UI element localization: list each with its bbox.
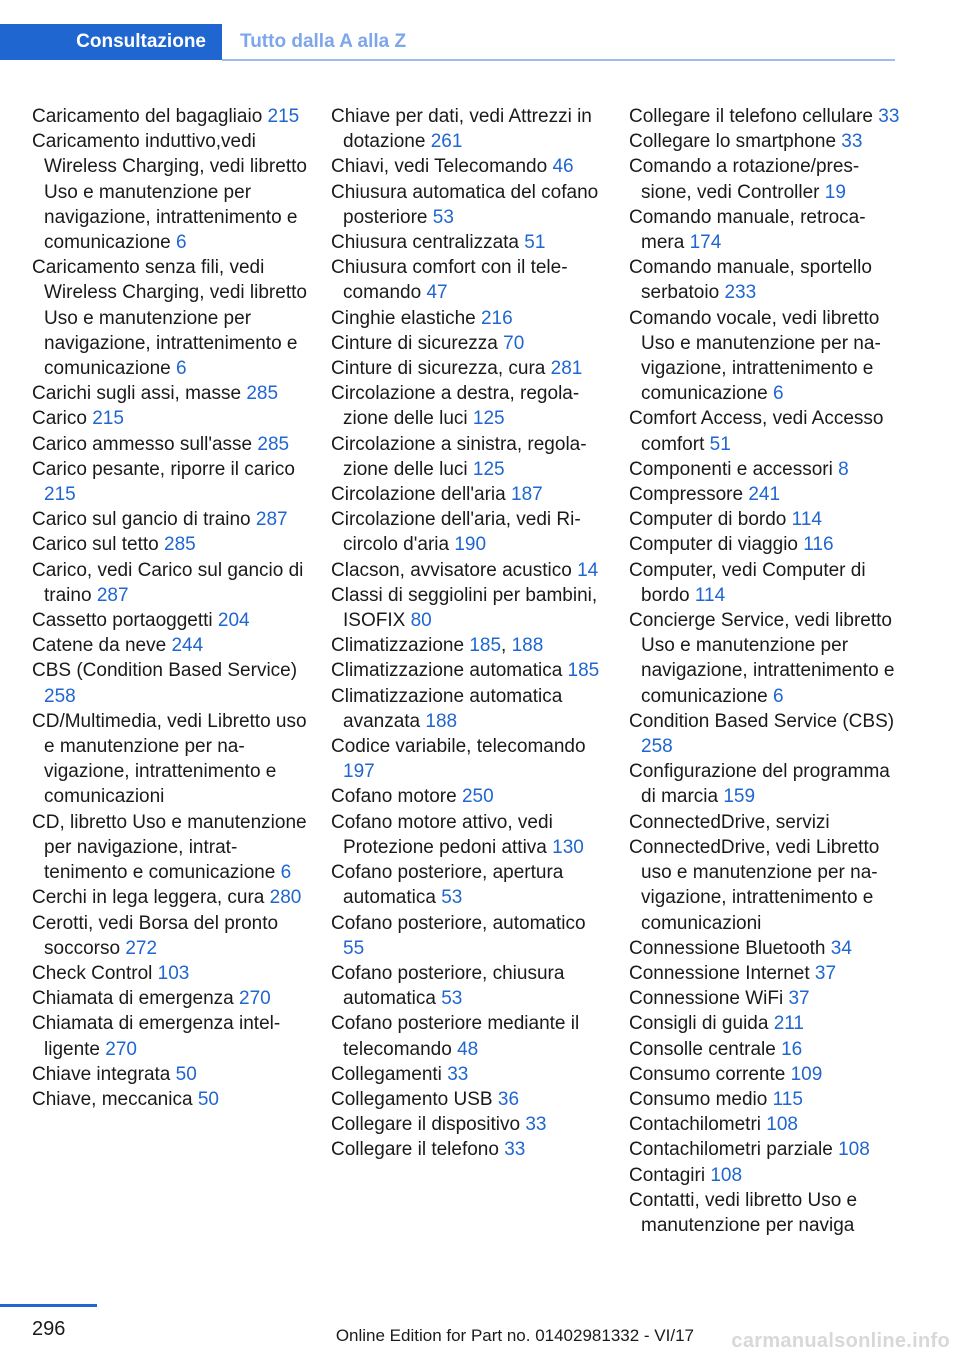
page-reference-link[interactable]: 53 — [432, 206, 454, 228]
index-entry — [32, 532, 312, 557]
page-reference-link[interactable]: 185 — [469, 635, 502, 657]
page-reference-link[interactable]: 116 — [803, 534, 834, 556]
page-reference-link[interactable]: 185 — [567, 660, 600, 682]
index-entry — [331, 1011, 603, 1061]
index-entry-text: Cofano motore — [331, 786, 457, 808]
page-reference-link[interactable]: 115 — [772, 1088, 803, 1110]
index-entry-text: Chiusura automatica del cofano posteriore — [331, 181, 599, 228]
index-entry-text: Collegare lo smartphone — [629, 131, 837, 153]
page-reference-link[interactable]: 108 — [766, 1114, 798, 1136]
index-entry — [629, 154, 901, 204]
page-reference-link[interactable]: 281 — [550, 358, 583, 380]
page-reference-link[interactable]: 285 — [257, 433, 290, 455]
index-entry-text: Clacson, avvisatore acustico — [331, 559, 572, 581]
page-reference-link[interactable]: 233 — [724, 282, 757, 304]
index-entry — [32, 810, 312, 886]
index-entry-text: Componenti e accessori — [629, 458, 833, 480]
index-entry-text: Collegamento USB — [331, 1088, 493, 1110]
index-entry-text: Chiave, meccanica — [32, 1088, 193, 1110]
index-entry — [331, 331, 603, 356]
index-entry — [32, 961, 312, 986]
index-entry — [331, 432, 603, 482]
index-entry — [629, 1037, 901, 1062]
page-reference-link[interactable]: 103 — [157, 962, 190, 984]
index-entry-text: Cassetto portaoggetti — [32, 610, 213, 632]
index-entry-text: Contagiri — [629, 1164, 706, 1186]
page-reference-link[interactable]: 125 — [472, 408, 505, 430]
index-entry — [629, 1062, 901, 1087]
page-reference-link[interactable]: 215 — [92, 408, 124, 430]
index-entry — [331, 154, 603, 179]
index-entry-text: Carico sul gancio di traino — [32, 509, 251, 531]
tab-tutto-dalla-a-alla-z[interactable] — [240, 24, 406, 60]
page-reference-link[interactable]: 280 — [269, 887, 302, 909]
index-entry-text: Cofano posteriore, chiusura automatica — [331, 962, 565, 1010]
index-entry-text: Climatizzazione — [331, 635, 465, 657]
index-entry — [331, 911, 603, 961]
page-reference-link[interactable]: 70 — [503, 332, 525, 354]
index-entry — [629, 986, 901, 1011]
page-reference-link[interactable]: 187 — [511, 484, 543, 506]
index-entry-text: Comfort Access, vedi Accesso comfort — [629, 408, 884, 455]
page-reference-link[interactable]: 190 — [454, 534, 487, 556]
index-entry — [629, 255, 901, 305]
page-reference-link[interactable]: 250 — [461, 786, 494, 808]
page-reference-link[interactable]: 33 — [447, 1063, 469, 1085]
index-entry — [331, 104, 603, 154]
page-reference-link[interactable]: 114 — [694, 584, 726, 606]
index-entry-text: Computer di viaggio — [629, 534, 798, 556]
index-entry — [331, 1087, 603, 1112]
page-reference-link[interactable]: 53 — [441, 887, 463, 909]
index-entry-text: Cofano posteriore, automatico — [331, 912, 586, 934]
page-reference-link[interactable]: 285 — [164, 534, 196, 556]
index-entry-text: ConnectedDrive, servizi — [629, 811, 830, 833]
page-reference-link[interactable]: 37 — [788, 988, 810, 1010]
index-entry — [629, 482, 901, 507]
index-entry-text: ConnectedDrive, vedi Libretto uso e manutenzione per navigazione, intrattenimento e comunicazioni — [629, 836, 880, 934]
index-entry — [331, 1112, 603, 1137]
index-entry-text: Comando vocale, vedi libretto Uso e manutenzione per navigazione, intrattenimento e comunicazione — [629, 307, 881, 405]
page-reference-link[interactable]: 16 — [781, 1038, 803, 1060]
page-reference-link[interactable]: 6 — [280, 862, 292, 884]
page-reference-link[interactable]: 270 — [239, 988, 271, 1010]
index-entry-text: Compressore — [629, 484, 744, 506]
tab-tutto-label: Tutto dalla A alla Z — [240, 31, 407, 52]
page-reference-link[interactable]: 36 — [497, 1088, 520, 1110]
index-entry-text: Configurazione del programma di marcia — [629, 761, 890, 808]
page-reference-link[interactable]: 287 — [255, 509, 288, 531]
index-entry — [629, 507, 901, 532]
index-entry — [331, 180, 603, 230]
index-entry — [331, 684, 603, 734]
index-entry-text: Contachilometri — [629, 1114, 761, 1136]
page-reference-link[interactable]: 33 — [878, 106, 900, 127]
page-reference-link[interactable]: 37 — [814, 962, 837, 984]
index-entry — [32, 885, 312, 910]
index-entry — [629, 1188, 901, 1238]
index-entry — [32, 381, 312, 406]
page-reference-link[interactable]: 19 — [824, 181, 846, 203]
index-entry — [331, 1137, 603, 1162]
index-entry-text: Comando manuale, sportello serbatoio — [629, 257, 872, 304]
index-entry — [629, 810, 901, 835]
index-entry — [32, 255, 312, 381]
index-entry — [32, 608, 312, 633]
index-entry — [331, 583, 603, 633]
index-entry — [331, 961, 603, 1011]
index-entry — [331, 810, 603, 860]
index-entry — [32, 406, 312, 431]
index-entry — [629, 835, 901, 936]
index-entry-text: Cinture di sicurezza — [331, 332, 498, 354]
index-entry-text: Cerchi in lega leggera, cura — [32, 887, 265, 909]
page-reference-link[interactable]: 244 — [171, 635, 204, 657]
page-reference-link[interactable]: 53 — [441, 988, 463, 1010]
index-entry-text: Comando manuale, retrocamera — [629, 206, 866, 254]
page-reference-link[interactable]: 204 — [217, 610, 250, 632]
index-entry-text: Cinghie elastiche — [331, 307, 476, 329]
index-entry-text: Carico sul tetto — [32, 534, 159, 556]
index-entry-text: Climatizzazione automatica avanzata — [331, 685, 563, 732]
index-entry-text: Circolazione dell'aria — [331, 484, 506, 506]
index-entry-text: Connessione Internet — [629, 962, 810, 984]
index-entry — [331, 734, 603, 784]
index-entry — [629, 1163, 901, 1188]
index-entry — [32, 432, 312, 457]
index-entry-text: Chiusura centralizzata — [331, 232, 519, 254]
index-entry — [32, 507, 312, 532]
index-entry — [32, 709, 312, 810]
index-entry-text: Chiamata di emergenza intelligente — [32, 1013, 281, 1060]
index-entry-text: Connessione Bluetooth — [629, 937, 826, 959]
index-entry: Climatizzazione 185, 188 — [331, 635, 544, 657]
index-entry-text: Condition Based Service (CBS) — [629, 710, 895, 732]
page-reference-link[interactable]: 46 — [552, 156, 574, 178]
page-reference-link[interactable]: 109 — [790, 1063, 823, 1085]
index-column-2 — [331, 104, 603, 1163]
index-entry — [331, 255, 603, 305]
page-reference-link[interactable]: 215 — [267, 106, 300, 127]
index-entry — [32, 1087, 312, 1112]
index-entry — [32, 104, 312, 129]
page-reference-link[interactable]: 33 — [841, 131, 863, 153]
index-entry-text: Contatti, vedi libretto Uso e manutenzione per naviga — [629, 1189, 858, 1236]
page-reference-link[interactable]: 6 — [176, 358, 187, 380]
page-reference-link[interactable]: 51 — [709, 433, 731, 455]
index-entry-text: Carico, vedi Carico sul gancio di traino — [32, 559, 304, 606]
page-reference-link[interactable]: 50 — [175, 1063, 197, 1085]
page-reference-link[interactable]: 6 — [773, 383, 784, 405]
index-entry — [331, 230, 603, 255]
tab-consultazione-label: Consultazione — [76, 31, 206, 52]
index-entry-text: Caricamento senza fili, vedi Wireless Charging, vedi libretto Uso e manutenzione per navigazione, intrattenimento e comunicazione — [32, 257, 307, 380]
index-entry-text: Collegare il telefono cellulare — [629, 106, 873, 127]
index-entry — [331, 658, 603, 683]
page-reference-link[interactable]: 197 — [343, 761, 375, 783]
page-reference-link[interactable]: 6 — [773, 685, 784, 707]
index-entry-text: Carico — [32, 408, 87, 430]
index-entry — [629, 608, 901, 709]
page-header — [0, 24, 895, 62]
index-entry — [331, 356, 603, 381]
index-entry-text: Caricamento induttivo,vedi Wireless Charging, vedi libretto Uso e manutenzione per navigazione, intrattenimento e comunicazione — [32, 131, 307, 254]
index-entry — [331, 1062, 603, 1087]
index-entry-text: Chiusura comfort con il telecomando — [331, 257, 568, 304]
page-reference-link[interactable]: 80 — [410, 610, 432, 632]
index-entry — [32, 1062, 312, 1087]
index-entry-text: Cofano posteriore mediante il telecomando — [331, 1013, 580, 1060]
index-entry-text: Check Control — [32, 962, 153, 984]
index-entry — [32, 986, 312, 1011]
index-entry — [32, 911, 312, 961]
index-entry-text: Circolazione a destra, regolazione delle luci — [331, 383, 580, 430]
page-reference-link[interactable]: 211 — [773, 1013, 804, 1035]
page-reference-link[interactable]: 108 — [710, 1164, 743, 1186]
index-entry — [629, 709, 901, 759]
page-reference-link[interactable]: 108 — [838, 1139, 870, 1161]
index-entry — [331, 784, 603, 809]
index-entry — [629, 1011, 901, 1036]
index-entry-text: Climatizzazione automatica — [331, 660, 563, 682]
index-entry-text: Carico pesante, riporre il carico — [32, 458, 295, 480]
index-entry-text: CD, libretto Uso e manutenzione per navigazione, intrattenimento e comunicazione — [32, 811, 307, 884]
tab-consultazione[interactable] — [0, 24, 222, 60]
page-reference-link[interactable]: 114 — [791, 509, 822, 531]
page-reference-link[interactable]: 14 — [577, 559, 599, 581]
index-entry-text: Computer, vedi Computer di bordo — [629, 559, 866, 606]
index-entry — [331, 558, 603, 583]
index-entry-text: Circolazione a sinistra, regolazione delle luci — [331, 433, 587, 480]
index-entry-text: Cerotti, vedi Borsa del pronto soccorso — [32, 912, 279, 959]
index-entry-text: Carichi sugli assi, masse — [32, 383, 242, 405]
page-reference-link[interactable]: 33 — [525, 1114, 547, 1136]
index-entry — [629, 1112, 901, 1137]
index-entry — [32, 658, 312, 708]
index-entry — [32, 1011, 312, 1061]
page-reference-link[interactable]: 216 — [480, 307, 513, 329]
index-entry-text: Chiave integrata — [32, 1063, 171, 1085]
page-reference-link[interactable]: 272 — [125, 937, 158, 959]
index-entry-text: Consumo medio — [629, 1088, 768, 1110]
page-reference-link[interactable]: 215 — [44, 484, 76, 506]
index-entry-text: Connessione WiFi — [629, 988, 784, 1010]
index-entry-text: Catene da neve — [32, 635, 167, 657]
index-entry-text: Chiavi, vedi Telecomando — [331, 156, 548, 178]
footer-accent-line — [0, 1304, 97, 1307]
index-entry — [32, 558, 312, 608]
index-entry — [629, 558, 901, 608]
index-entry — [331, 381, 603, 431]
index-entry-text: Computer di bordo — [629, 509, 787, 531]
index-entry-text: Circolazione dell'aria, vedi Ricircolo d'aria — [331, 509, 581, 556]
index-entry — [629, 961, 901, 986]
page-reference-link[interactable]: 125 — [472, 458, 505, 480]
page-reference-link[interactable]: 261 — [430, 131, 463, 153]
index-column-1 — [32, 104, 312, 1112]
index-entry — [629, 532, 901, 557]
page-reference-link[interactable]: 51 — [524, 232, 546, 254]
index-entry-text: Classi di seggiolini per bambini, ISOFIX — [331, 584, 598, 632]
edition-note: Online Edition for Part no. 01402981332 - VI/17 — [335, 1326, 694, 1345]
index-entry — [331, 507, 603, 557]
index-entry-text: Chiamata di emergenza — [32, 988, 234, 1010]
page-reference-link[interactable]: 258 — [44, 685, 76, 707]
index-entry — [32, 129, 312, 255]
index-entry-text: Cofano motore attivo, vedi Protezione pedoni attiva — [331, 811, 553, 858]
index-entry-text: Consigli di guida — [629, 1013, 769, 1035]
index-entry-text: Carico ammesso sull'asse — [32, 433, 253, 455]
page-reference-link[interactable]: 241 — [748, 484, 781, 506]
index-entry-text: Concierge Service, vedi libretto Uso e manutenzione per navigazione, intrattenimento e comunicazione — [629, 610, 895, 707]
index-entry — [629, 759, 901, 809]
page-reference-link[interactable]: 287 — [96, 584, 129, 606]
index-entry-text: Consolle centrale — [629, 1038, 776, 1060]
index-entry — [629, 1137, 901, 1162]
index-entry — [629, 104, 901, 129]
index-entry — [629, 457, 901, 482]
index-entry-text: Comando a rotazione/pressione, vedi Controller — [629, 156, 860, 203]
index-entry-text: Collegare il dispositivo — [331, 1114, 521, 1136]
page-reference-link[interactable]: 8 — [838, 458, 849, 480]
page-reference-link[interactable]: 6 — [176, 232, 187, 254]
page-reference-link[interactable]: 285 — [246, 383, 279, 405]
watermark: carmanualsonline.info — [731, 1330, 950, 1352]
page-reference-link[interactable]: 159 — [723, 786, 756, 808]
index-entry — [629, 406, 901, 456]
index-entry — [331, 482, 603, 507]
index-entry-text: Consumo corrente — [629, 1063, 786, 1085]
index-entry-text: Chiave per dati, vedi Attrezzi in dotazione — [331, 106, 592, 153]
index-entry-text: Collegamenti — [331, 1063, 442, 1085]
page-reference-link[interactable]: 188 — [425, 710, 458, 732]
page-reference-link[interactable]: 33 — [504, 1139, 526, 1161]
page-reference-link[interactable]: 48 — [457, 1038, 479, 1060]
page-reference-link[interactable]: 34 — [830, 937, 852, 959]
index-entry — [331, 306, 603, 331]
page-number: 296 — [32, 1318, 66, 1340]
page-reference-link[interactable]: 50 — [197, 1088, 219, 1110]
index-entry — [331, 860, 603, 910]
header-divider — [222, 59, 895, 61]
page-reference-link[interactable]: 258 — [641, 736, 673, 758]
index-entry — [629, 205, 901, 255]
index-entry-text: CD/Multimedia, vedi Libretto uso e manutenzione per navigazione, intrattenimento e comunicazioni — [32, 710, 307, 808]
index-entry-text: Caricamento del bagagliaio — [32, 106, 263, 127]
index-entry-text: Collegare il telefono — [331, 1139, 499, 1161]
page-reference-link[interactable]: 188 — [511, 635, 544, 657]
index-entry — [32, 457, 312, 507]
page-reference-link[interactable]: 270 — [105, 1038, 137, 1060]
index-column-3 — [629, 104, 901, 1238]
index-entry-text: Cinture di sicurezza, cura — [331, 358, 546, 380]
index-entry — [629, 129, 901, 154]
index-entry-text: Contachilometri parziale — [629, 1139, 833, 1161]
index-entry — [32, 633, 312, 658]
page-reference-link[interactable]: 130 — [552, 836, 584, 858]
page-reference-link[interactable]: 55 — [343, 937, 365, 959]
index-entry-text: CBS (Condition Based Service) — [32, 660, 298, 682]
index-entry — [629, 1087, 901, 1112]
page-reference-link[interactable]: 174 — [689, 232, 722, 254]
index-entry-text: Codice variabile, telecomando — [331, 736, 586, 758]
page-reference-link[interactable]: 47 — [426, 282, 448, 304]
index-entry — [629, 936, 901, 961]
index-entry — [629, 306, 901, 407]
index-entry-text: Cofano posteriore, apertura automatica — [331, 862, 564, 909]
